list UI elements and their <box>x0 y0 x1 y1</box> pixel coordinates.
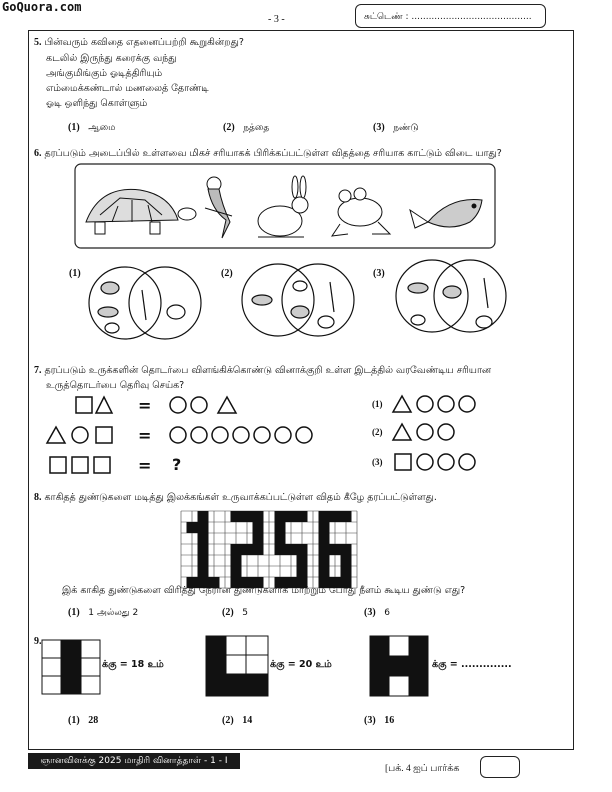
q8-option-1[interactable]: (1) 1 அல்லது 2 <box>68 607 139 618</box>
tile-figure-1-label: க்கு = 18 உம் <box>102 659 164 670</box>
watermark: GoQuora.com <box>2 0 82 14</box>
footer-title: ஞானவிளக்கு 2025 மாதிரி வினாத்தாள் - 1 - I <box>28 753 240 769</box>
q9-option-2[interactable]: (2) 14 <box>222 715 253 726</box>
poem-line: எம்மைக்கண்டால் மணலைத் தோண்டி <box>46 83 209 94</box>
q7-option-3[interactable]: (3) <box>372 457 383 467</box>
question-8-sub: இக் காகித துண்டுகளை விரித்து நேரான துண்டுகளாக மாற்றும் போது நீளம் கூடிய துண்டு எது? <box>62 585 466 596</box>
page-number: - 3 - <box>268 14 285 25</box>
question-7: 7. தரப்படும் உருக்களின் தொடர்பை விளங்கிக்கொண்டு வினாக்குறி உள்ள இடத்தில் வரவேண்டிய சரியான <box>34 365 492 376</box>
question-mark: ? <box>172 455 182 474</box>
q9-option-3[interactable]: (3) 16 <box>364 715 395 726</box>
tile-figure-1 <box>42 640 100 694</box>
tile-figure-3 <box>370 636 428 696</box>
poem-line: கடலில் இருந்து கரைக்கு வந்து <box>46 53 177 64</box>
q8-option-3[interactable]: (3) 6 <box>364 607 390 618</box>
equals-sign: = <box>138 396 152 415</box>
question-8: 8. காகிதத் துண்டுகளை மடித்து இலக்கங்கள் உருவாக்கப்பட்டுள்ள விதம் கீழே தரப்பட்டுள்ளது. <box>34 492 437 503</box>
q5-option-2[interactable]: (2) நத்தை <box>223 122 270 133</box>
poem-line: அங்குமிங்கும் ஓடித்திரியும் <box>46 68 163 79</box>
question-5: 5. பின்வரும் கவிதை எதனைப்பற்றி கூறுகின்றது? <box>34 37 244 48</box>
q8-option-2[interactable]: (2) 5 <box>222 607 248 618</box>
question-7-text-2: உருத்தொடர்பை தெரிவு செய்க? <box>46 380 185 391</box>
q7-option-1[interactable]: (1) <box>372 399 383 409</box>
question-6: 6. தரப்படும் அடைப்பில் உள்ளவை மிகச் சரியாகக் பிரிக்கப்பட்டுள்ள விதத்தை சரியாக காட்டும் விடை யாது? <box>34 148 502 159</box>
q9-option-1[interactable]: (1) 28 <box>68 715 99 726</box>
poem-line: ஓடி ஒளிந்து கொள்ளும் <box>46 98 148 109</box>
question-5-text: பின்வரும் கவிதை எதனைப்பற்றி கூறுகின்றது? <box>44 37 244 48</box>
equals-sign: = <box>138 426 152 445</box>
tile-figure-2-label: க்கு = 20 உம் <box>270 659 332 670</box>
question-9: 9. <box>34 636 42 647</box>
marks-box <box>480 756 520 778</box>
q6-option-3[interactable]: (3) <box>373 268 385 279</box>
tile-figure-2 <box>206 636 268 696</box>
equals-sign: = <box>138 456 152 475</box>
question-8-text: காகிதத் துண்டுகளை மடித்து இலக்கங்கள் உருவாக்கப்பட்டுள்ள விதம் கீழே தரப்பட்டுள்ளது. <box>44 492 437 503</box>
q6-option-1[interactable]: (1) <box>69 268 81 279</box>
q5-option-3[interactable]: (3) நண்டு <box>373 122 419 133</box>
question-6-text: தரப்படும் அடைப்பில் உள்ளவை மிகச் சரியாகக் பிரிக்கப்பட்டுள்ள விதத்தை சரியாக காட்டும் விடை யாது? <box>44 148 502 159</box>
q6-option-2[interactable]: (2) <box>221 268 233 279</box>
q7-option-2[interactable]: (2) <box>372 427 383 437</box>
tile-figure-3-label: க்கு = .............. <box>432 659 512 670</box>
turn-over-note: [பக். 4 ஐப் பார்க்க <box>385 764 460 774</box>
q5-option-1[interactable]: (1) ஆமை <box>68 122 116 133</box>
question-7-text: தரப்படும் உருக்களின் தொடர்பை விளங்கிக்கொண்டு வினாக்குறி உள்ள இடத்தில் வரவேண்டிய சரியான <box>44 365 492 376</box>
index-number-box: சுட்டெண் : .......................................... <box>355 4 546 28</box>
